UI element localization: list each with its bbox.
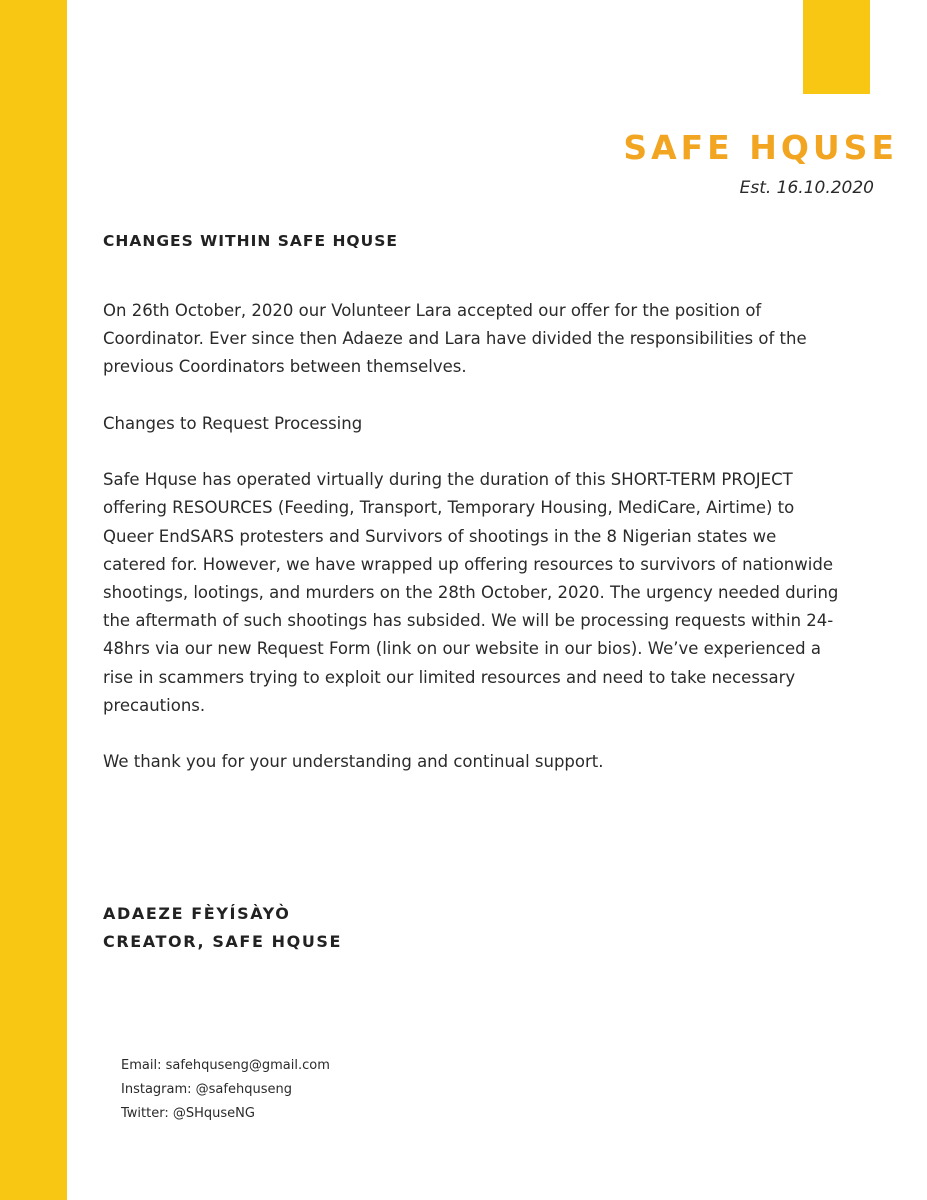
top-accent-block — [803, 0, 870, 94]
paragraph-thanks: We thank you for your understanding and continual support. — [103, 752, 604, 772]
contact-block — [121, 1054, 330, 1126]
contact-instagram: Instagram: @safehquseng — [121, 1082, 292, 1097]
contact-twitter: Twitter: @SHquseNG — [121, 1106, 255, 1121]
established-date: Est. 16.10.2020 — [739, 178, 874, 198]
left-accent-bar — [0, 0, 67, 1200]
brand-title: SAFE HQUSE — [623, 128, 898, 167]
signature-role: CREATOR, SAFE HQUSE — [103, 932, 343, 951]
signature-block — [103, 900, 342, 956]
paragraph-subheading: Changes to Request Processing — [103, 413, 363, 433]
letter-heading: CHANGES WITHIN SAFE HQUSE — [103, 232, 398, 250]
letter-body — [103, 297, 843, 805]
contact-email: Email: safehquseng@gmail.com — [121, 1058, 330, 1073]
signature-name: ADAEZE FÈYÍSÀYÒ — [103, 904, 291, 923]
paragraph-request-processing: Safe Hquse has operated virtually during the duration of this SHORT-TERM PROJECT offering RESOURCES (Feeding, Transport, Temporary Housing, MediCare, Airtime) to Queer EndSARS protesters and Survivors of shootings in the 8 Nigerian states we catered for. However, we have wrapped up offering resources to survivors of nationwide shootings, lootings, and murders on the 28th October, 2020. The urgency needed during the aftermath of such shootings has subsided. We will be processing requests within 24-48hrs via our new Request Form (link on our website in our bios). We’ve experienced a rise in scammers trying to exploit our limited resources and need to take necessary precautions. — [103, 470, 839, 715]
paragraph-coordinator: On 26th October, 2020 our Volunteer Lara accepted our offer for the position of Coordinator. Ever since then Adaeze and Lara have divided the responsibilities of the previous Coordinators between themselves. — [103, 301, 807, 377]
